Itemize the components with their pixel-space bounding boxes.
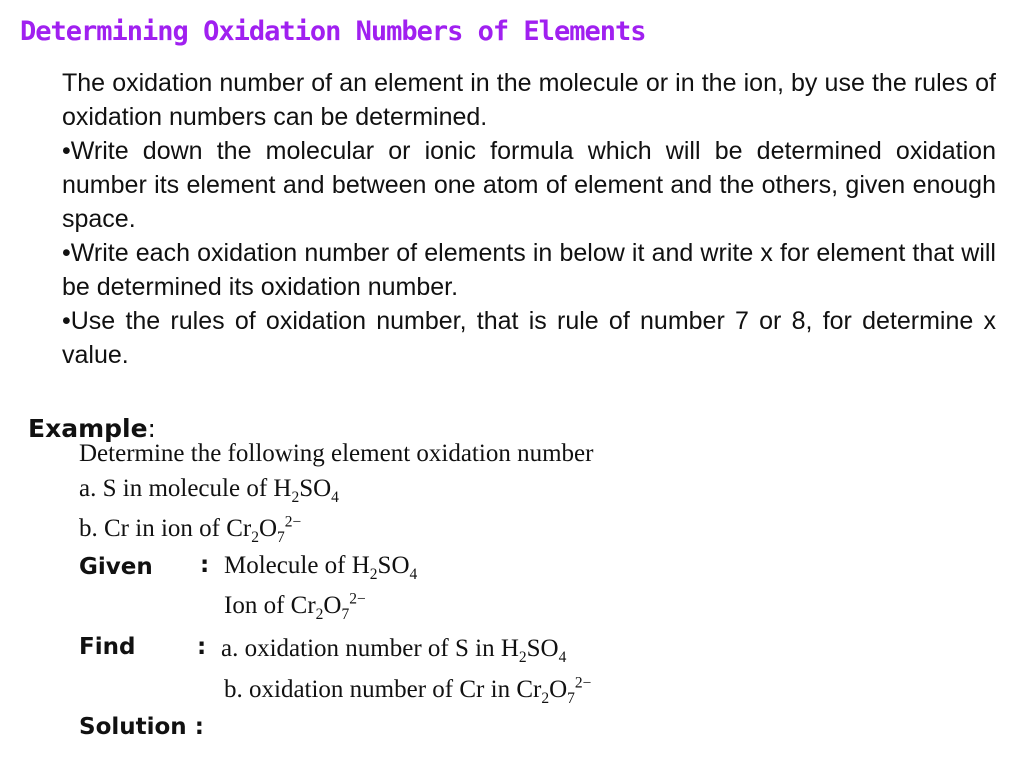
example-item-a: a. S in molecule of $H_2SO_4$ (79, 475, 339, 506)
intro-bullet: •Write each oxidation number of elements in below it and write x for element that will be determined its oxidation number. (62, 239, 996, 301)
solution-heading (79, 714, 204, 740)
find-line-1: a. oxidation number of S in $H_2SO_4$ (221, 635, 567, 666)
given-colon: : (200, 552, 210, 578)
given-label: Given (79, 554, 153, 580)
example-heading (28, 414, 156, 443)
given-line-1: Molecule of $H_2SO_4$ (224, 552, 418, 583)
find-line-2: b. oxidation number of Cr in $Cr_2O_7^{2-}$ (224, 674, 592, 707)
find-label: Find (79, 634, 136, 660)
intro-bullet: •Write down the molecular or ionic formula which will be determined oxidation number its element and between one atom of element and the others, given enough space. (62, 137, 996, 233)
page-title: Determining Oxidation Numbers of Elements (20, 16, 646, 47)
find-colon: : (197, 634, 207, 660)
intro-paragraph: The oxidation number of an element in the molecule or in the ion, by use the rules of oxidation numbers can be determined. (62, 69, 996, 131)
intro-text (62, 66, 996, 372)
solution-label: Solution (79, 714, 187, 740)
example-prompt: Determine the following element oxidation number (79, 440, 594, 467)
example-colon: : (147, 414, 156, 443)
given-line-2: Ion of $Cr_2O_7^{2-}$ (224, 590, 366, 623)
solution-colon: : (194, 714, 204, 740)
example-label: Example (28, 414, 148, 443)
example-item-b: b. Cr in ion of $Cr_2O_7^{2-}$ (79, 513, 302, 546)
intro-bullet: •Use the rules of oxidation number, that is rule of number 7 or 8, for determine x value. (62, 307, 996, 369)
